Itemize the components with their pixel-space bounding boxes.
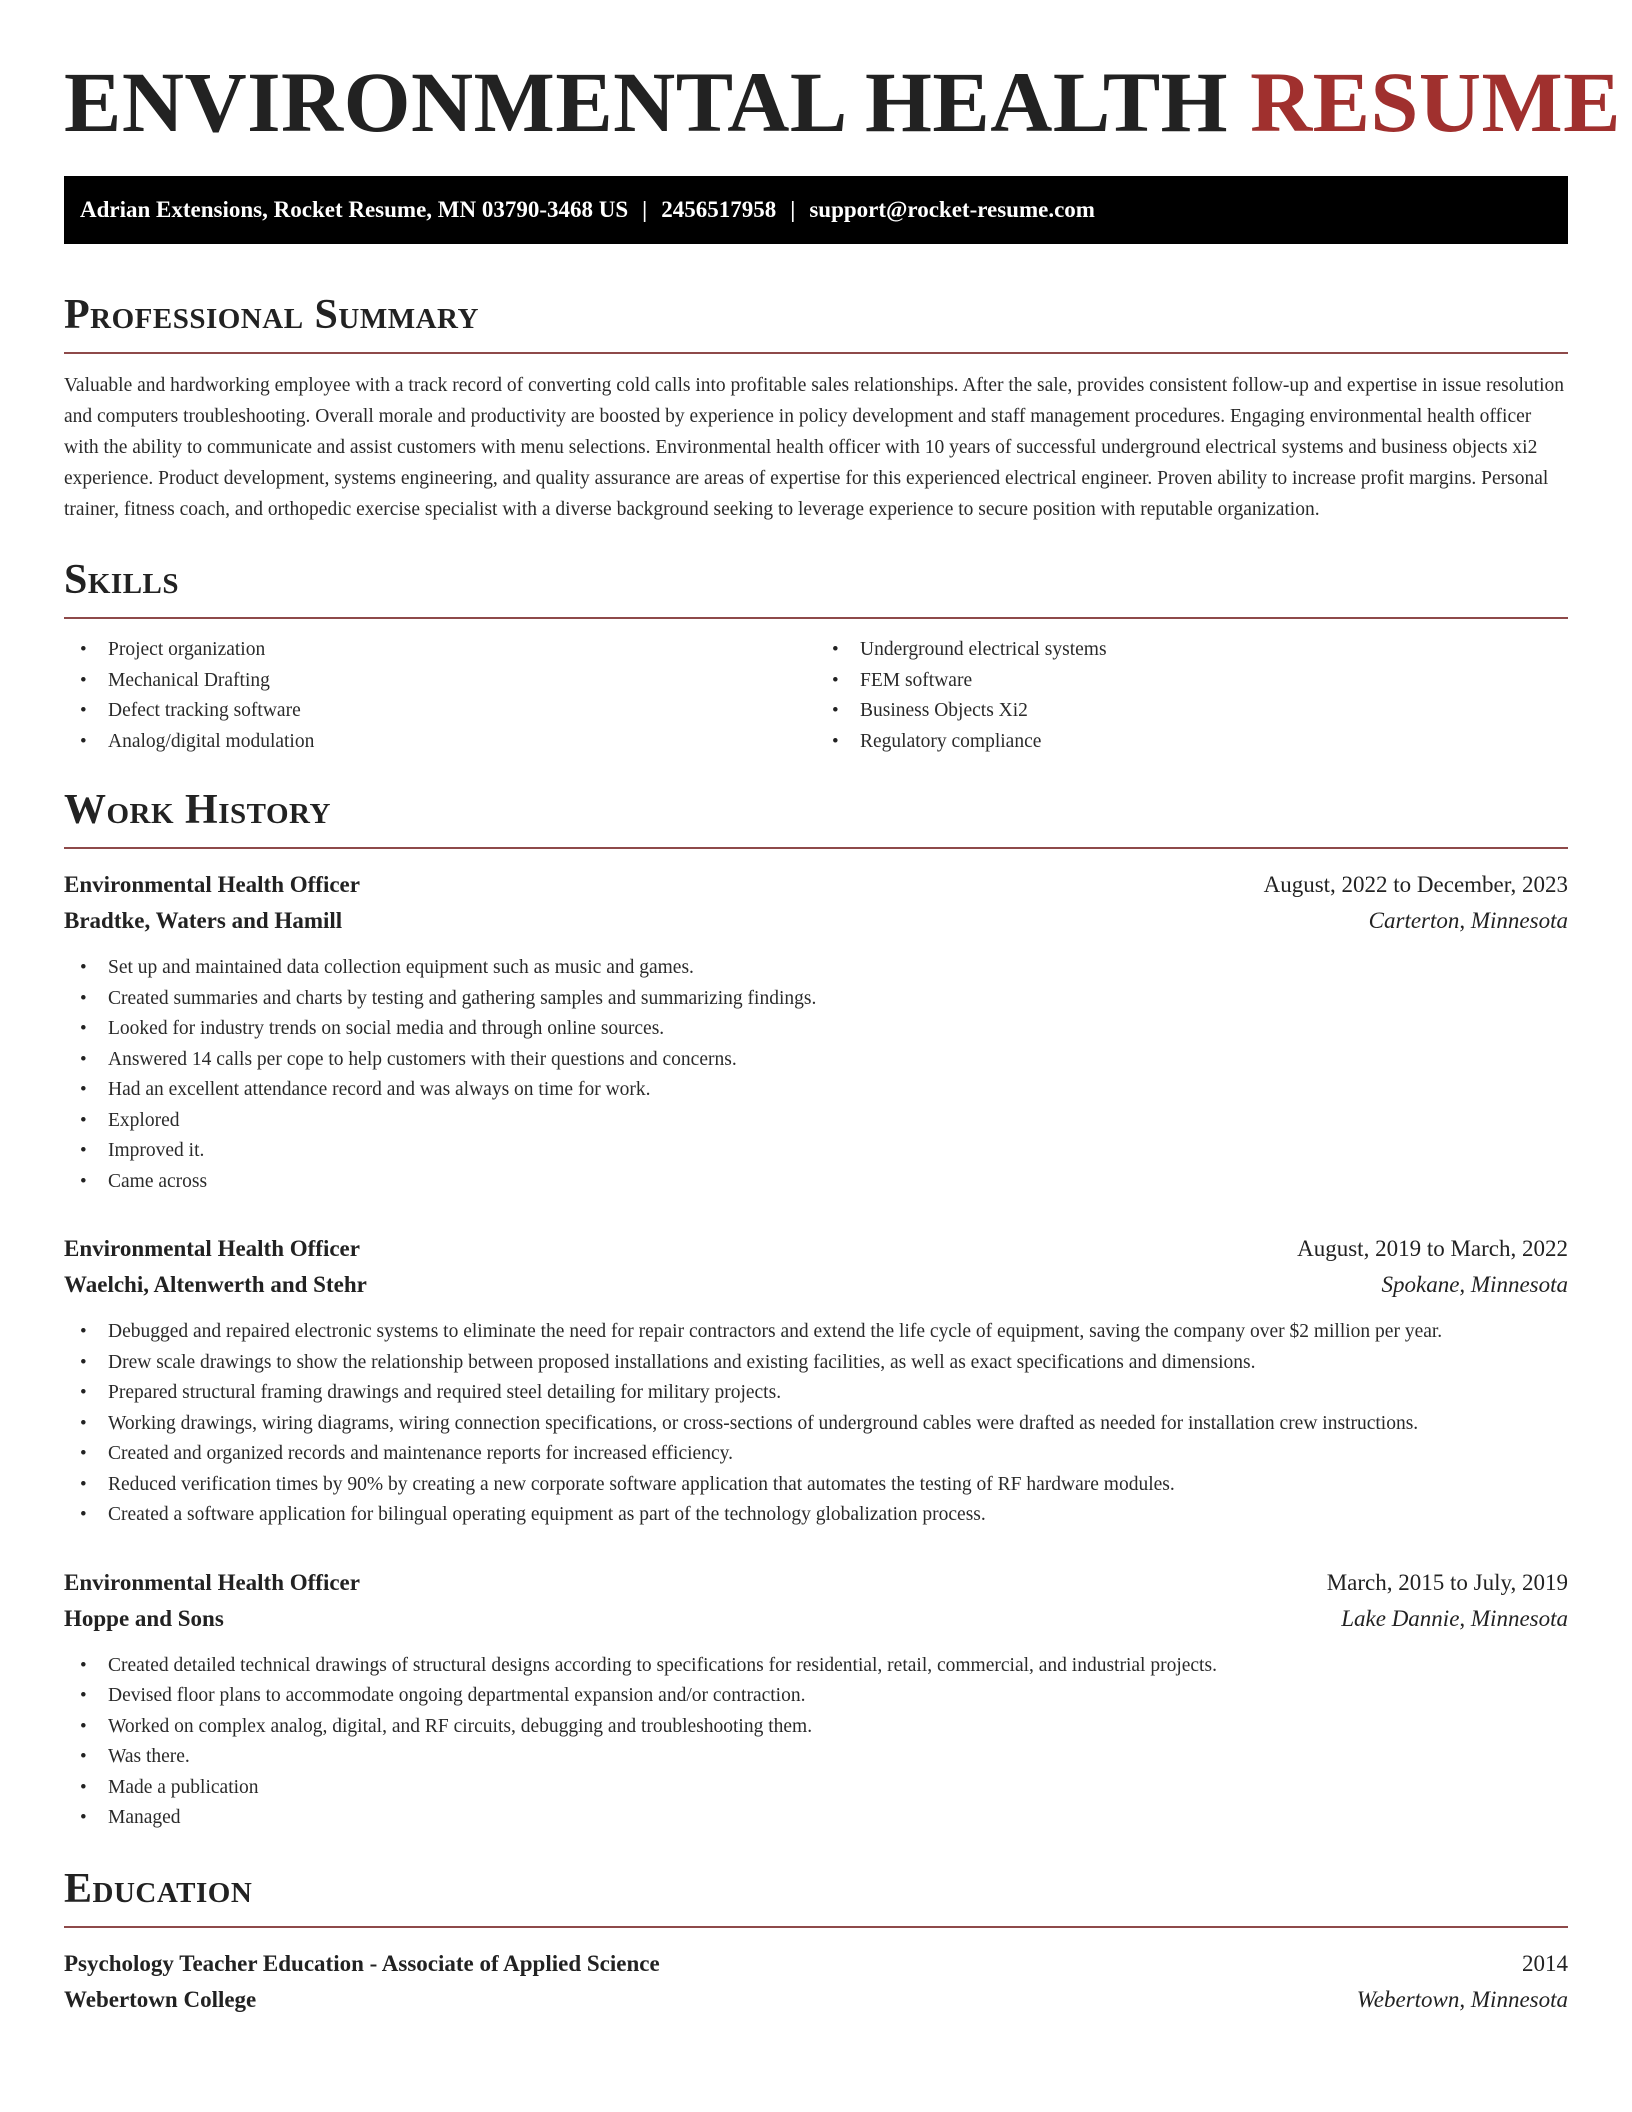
skill-item: • FEM software — [816, 666, 1568, 697]
job-bullet: • Set up and maintained data collection equipment such as music and games. — [64, 953, 1568, 984]
skill-item: • Project organization — [64, 635, 816, 666]
job-bullets — [64, 1651, 1568, 1834]
education-subheader — [64, 1982, 1568, 2018]
job-bullet: • Working drawings, wiring diagrams, wiring connection specifications, or cross-sections of underground cables were drafted as needed for installation crew instructions. — [64, 1409, 1568, 1440]
contact-separator: | — [790, 197, 796, 222]
job-bullet: • Prepared structural framing drawings and required steel detailing for military projects. — [64, 1378, 1568, 1409]
job-bullet: • Had an excellent attendance record and was always on time for work. — [64, 1075, 1568, 1106]
summary-text: Valuable and hardworking employee with a track record of converting cold calls into profitable sales relationships. After the sale, provides consistent follow-up and expertise in issue resolution and computers troubleshooting. Overall morale and productivity are boosted by experience in policy development and staff management procedures. Engaging environmental health officer with the ability to communicate and assist customers with menu selections. Environmental health officer with 10 years of successful underground electrical systems and business objects xi2 experience. Product development, systems engineering, and quality assurance are areas of expertise for this experienced electrical engineer. Proven ability to increase profit margins. Personal trainer, fitness coach, and orthopedic exercise specialist with a diverse background seeking to leverage experience to secure position with reputable organization. — [64, 375, 1564, 520]
resume-title — [64, 52, 1622, 152]
job-subheader — [64, 1601, 1568, 1637]
skills-grid — [64, 635, 1568, 757]
job-header — [64, 1565, 1568, 1601]
job-entry — [64, 1231, 1568, 1531]
job-bullet: • Made a publication — [64, 1773, 1568, 1804]
job-location: Spokane, Minnesota — [1381, 1272, 1568, 1297]
skill-item: • Analog/digital modulation — [64, 727, 816, 758]
skills-right-list — [816, 635, 1568, 757]
contact-address: Adrian Extensions, Rocket Resume, MN 03790-3468 US — [80, 197, 629, 222]
summary-heading: Professional Summary — [64, 292, 479, 338]
job-header — [64, 1231, 1568, 1267]
job-bullet: • Explored — [64, 1106, 1568, 1137]
job-location: Lake Dannie, Minnesota — [1341, 1605, 1568, 1631]
skill-item: • Underground electrical systems — [816, 635, 1568, 666]
job-subheader — [64, 1267, 1568, 1303]
skill-item: • Defect tracking software — [64, 696, 816, 727]
contact-bar — [64, 176, 1568, 244]
section-divider — [64, 352, 1568, 354]
education-year: 2014 — [1522, 1950, 1568, 1976]
education-header — [64, 1946, 1568, 1982]
job-company: Waelchi, Altenwerth and Stehr — [64, 1272, 367, 1297]
job-entry — [64, 867, 1568, 1197]
job-bullet: • Created detailed technical drawings of structural designs according to specifications for residential, retail, commercial, and industrial projects. — [64, 1651, 1568, 1682]
job-title: Environmental Health Officer — [64, 1236, 360, 1261]
job-bullets — [64, 953, 1568, 1197]
education-school: Webertown College — [64, 1986, 257, 2012]
job-bullet: • Was there. — [64, 1742, 1568, 1773]
job-bullet: • Created a software application for bilingual operating equipment as part of the technology globalization process. — [64, 1500, 1568, 1531]
job-bullet: • Debugged and repaired electronic systems to eliminate the need for repair contractors and extend the life cycle of equipment, saving the company over $2 million per year. — [64, 1317, 1568, 1348]
contact-phone[interactable]: 2456517958 — [661, 197, 777, 222]
contact-email[interactable]: support@rocket-resume.com — [809, 197, 1095, 222]
title-accent: RESUME — [1250, 54, 1622, 150]
job-company: Hoppe and Sons — [64, 1605, 224, 1631]
education-heading: Education — [64, 1865, 253, 1912]
job-bullet: • Drew scale drawings to show the relationship between proposed installations and existing facilities, as well as exact specifications and dimensions. — [64, 1348, 1568, 1379]
job-bullet: • Came across — [64, 1167, 1568, 1198]
job-bullet: • Worked on complex analog, digital, and RF circuits, debugging and troubleshooting them. — [64, 1712, 1568, 1743]
education-degree: Psychology Teacher Education - Associate of Applied Science — [64, 1950, 660, 1976]
skill-item: • Regulatory compliance — [816, 727, 1568, 758]
skill-item: • Mechanical Drafting — [64, 666, 816, 697]
job-dates: August, 2019 to March, 2022 — [1297, 1236, 1568, 1261]
job-bullet: • Reduced verification times by 90% by creating a new corporate software application that automates the testing of RF hardware modules. — [64, 1470, 1568, 1501]
job-dates: August, 2022 to December, 2023 — [1263, 872, 1568, 897]
job-bullet: • Created summaries and charts by testing and gathering samples and summarizing findings. — [64, 984, 1568, 1015]
section-divider — [64, 847, 1568, 849]
title-main: ENVIRONMENTAL HEALTH — [64, 54, 1229, 150]
section-divider — [64, 1926, 1568, 1928]
job-location: Carterton, Minnesota — [1368, 908, 1568, 933]
job-bullet: • Looked for industry trends on social media and through online sources. — [64, 1014, 1568, 1045]
job-bullet: • Answered 14 calls per cope to help customers with their questions and concerns. — [64, 1045, 1568, 1076]
job-title: Environmental Health Officer — [64, 1569, 360, 1595]
job-bullet: • Improved it. — [64, 1136, 1568, 1167]
contact-separator: | — [642, 197, 648, 222]
job-company: Bradtke, Waters and Hamill — [64, 908, 343, 933]
job-header — [64, 867, 1568, 903]
job-bullet: • Created and organized records and maintenance reports for increased efficiency. — [64, 1439, 1568, 1470]
section-divider — [64, 617, 1568, 619]
education-entry — [64, 1946, 1568, 2018]
job-bullets — [64, 1317, 1568, 1531]
job-bullet: • Managed — [64, 1803, 1568, 1834]
skills-left-list — [64, 635, 816, 757]
job-subheader — [64, 903, 1568, 939]
job-entry — [64, 1565, 1568, 1834]
skill-item: • Business Objects Xi2 — [816, 696, 1568, 727]
job-title: Environmental Health Officer — [64, 872, 360, 897]
education-location: Webertown, Minnesota — [1356, 1986, 1568, 2012]
job-bullet: • Devised floor plans to accommodate ongoing departmental expansion and/or contraction. — [64, 1681, 1568, 1712]
skills-heading: Skills — [64, 557, 180, 603]
job-dates: March, 2015 to July, 2019 — [1326, 1569, 1568, 1595]
work-heading: Work History — [64, 787, 331, 833]
